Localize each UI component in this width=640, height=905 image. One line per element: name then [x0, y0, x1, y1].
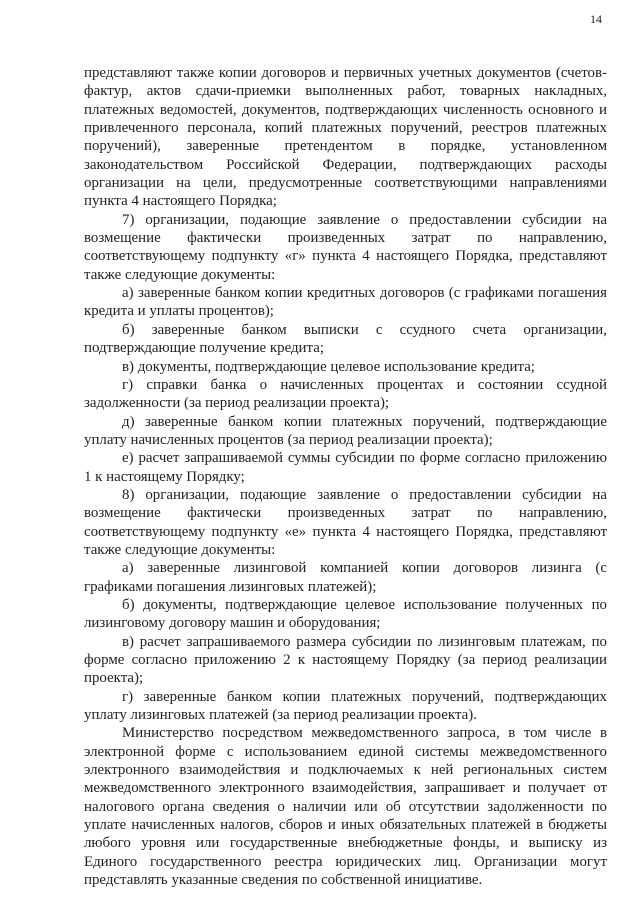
paragraph: б) документы, подтверждающие целевое использование полученных по лизинговому договору машин и оборудования; — [84, 596, 607, 632]
paragraph: в) расчет запрашиваемого размера субсидии по лизинговым платежам, по форме согласно приложению 2 к настоящему Порядку (за период реализации проекта); — [84, 633, 607, 687]
paragraph: Министерство посредством межведомственного запроса, в том числе в электронной форме с использованием единой системы межведомственного электронного взаимодействия и подключаемых к ней региональных систем межведомственного электронного взаимодействия, запрашивает и получает от налогового органа сведения о наличии или об отсутствии задолженности по уплате начисленных налогов, сборов и иных обязательных платежей в бюджеты любого уровня или государственные внебюджетные фонды, и выписку из Единого государственного реестра юридических лиц. Организации могут представлять указанные сведения по собственной инициативе. — [84, 725, 607, 889]
page-number: 14 — [590, 12, 602, 26]
paragraph: 7) организации, подающие заявление о предоставлении субсидии на возмещение фактически произведенных затрат по направлению, соответствующему подпункту «г» пункта 4 настоящего Порядка, представляют также следующие документы: — [84, 211, 607, 283]
document-body — [84, 64, 607, 889]
paragraph: в) документы, подтверждающие целевое использование кредита; — [122, 358, 535, 375]
paragraph: 8) организации, подающие заявление о предоставлении субсидии на возмещение фактически произведенных затрат по направлению, соответствующему подпункту «е» пункта 4 настоящего Порядка, представляют также следующие документы: — [84, 486, 607, 558]
paragraph: г) справки банка о начисленных процентах и состоянии ссудной задолженности (за период реализации проекта); — [84, 376, 607, 412]
paragraph: б) заверенные банком выписки с ссудного счета организации, подтверждающие получение кредита; — [84, 321, 607, 357]
paragraph: представляют также копии договоров и первичных учетных документов (счетов-фактур, актов сдачи-приемки выполненных работ, товарных накладных, платежных ведомостей, документов, подтверждающих численность основного и привлеченного персонала, копий платежных поручений, реестров платежных поручений), заверенные претендентом в порядке, установленном законодательством Российской Федерации, подтверждающих расходы организации на цели, предусмотренные соответствующими направлениями пункта 4 настоящего Порядка; — [84, 65, 607, 210]
paragraph: е) расчет запрашиваемой суммы субсидии по форме согласно приложению 1 к настоящему Порядку; — [84, 450, 607, 485]
paragraph: д) заверенные банком копии платежных поручений, подтверждающие уплату начисленных процентов (за период реализации проекта); — [84, 413, 607, 448]
paragraph: г) заверенные банком копии платежных поручений, подтверждающих уплату лизинговых платежей (за период реализации проекта). — [84, 688, 607, 724]
paragraph: а) заверенные банком копии кредитных договоров (с графиками погашения кредита и уплаты процентов); — [84, 285, 607, 320]
paragraph: а) заверенные лизинговой компанией копии договоров лизинга (с графиками погашения лизинговых платежей); — [84, 560, 607, 595]
